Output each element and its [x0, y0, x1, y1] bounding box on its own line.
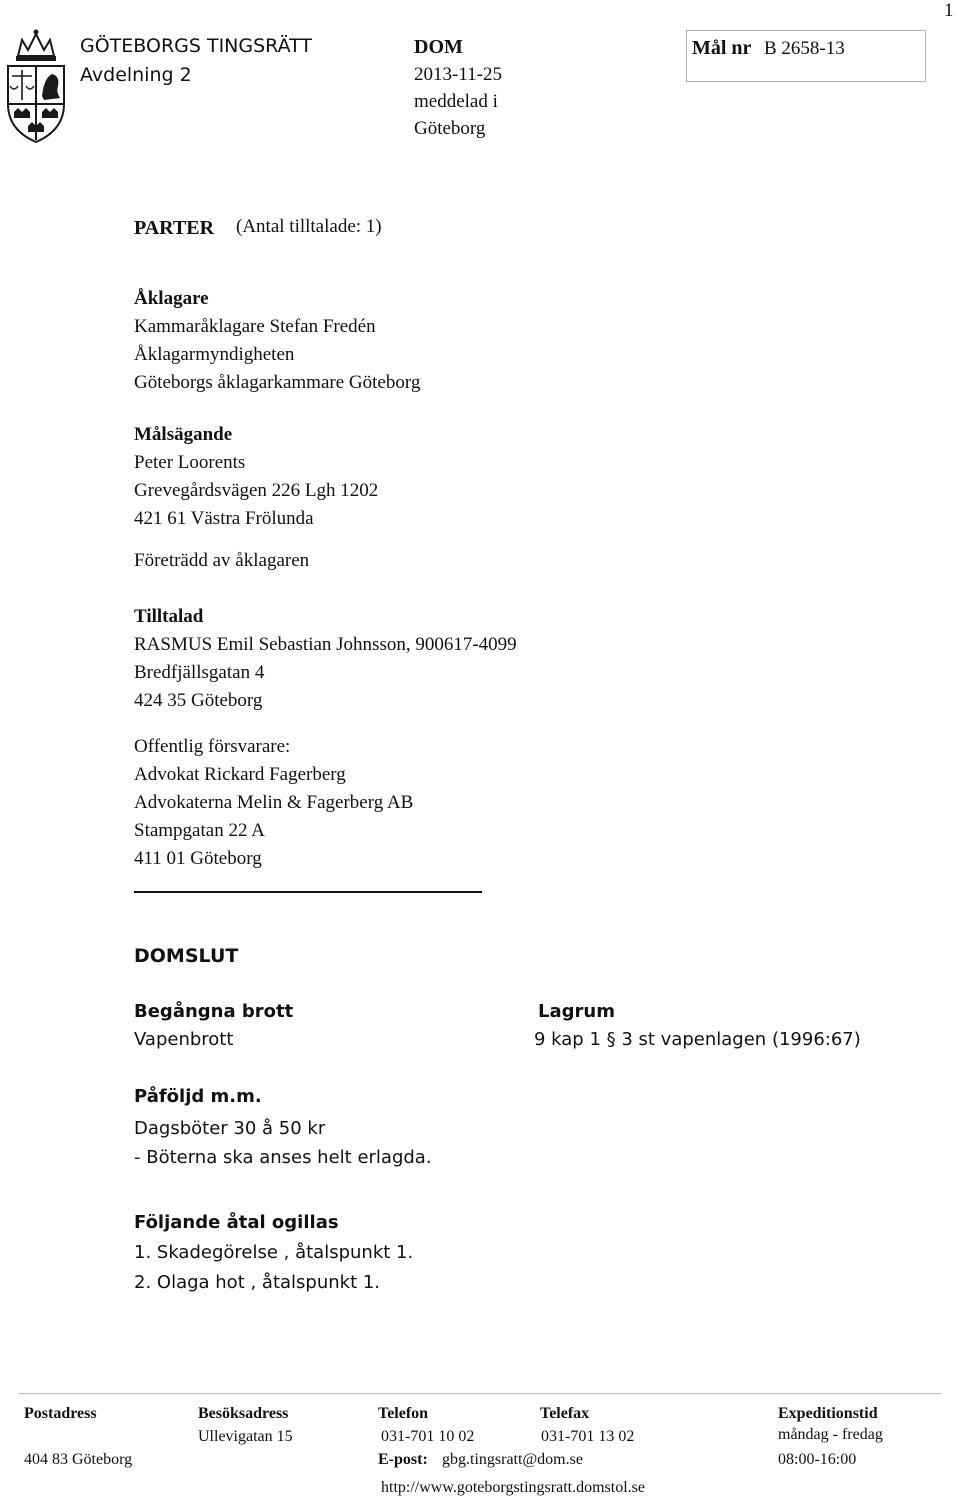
plaintiff-street: Grevegårdsvägen 226 Lgh 1202 — [134, 480, 379, 501]
footer-hours-days: måndag - fredag — [778, 1426, 883, 1443]
section-divider — [134, 891, 482, 893]
footer-postal-value: 404 83 Göteborg — [24, 1451, 133, 1468]
court-emblem-graphic — [0, 26, 72, 146]
court-division: Avdelning 2 — [80, 64, 192, 86]
penalty-heading: Påföljd m.m. — [134, 1086, 262, 1107]
prosecutor-name: Kammaråklagare Stefan Fredén — [134, 316, 376, 337]
footer-phone-label: Telefon — [378, 1405, 429, 1422]
prosecutor-office: Göteborgs åklagarkammare Göteborg — [134, 372, 421, 393]
defendant-section — [134, 603, 517, 715]
document-type: DOM — [414, 36, 463, 58]
parties-heading: PARTER — [134, 217, 215, 239]
judgment-date: 2013-11-25 — [414, 64, 502, 85]
verdict-heading: DOMSLUT — [134, 945, 239, 967]
defendant-street: Bredfjällsgatan 4 — [134, 662, 265, 683]
footer-website-link[interactable]: http://www.goteborgstingsratt.domstol.se — [381, 1479, 645, 1496]
footer-divider — [18, 1393, 942, 1394]
dismissed-item: 2. Olaga hot , åtalspunkt 1. — [134, 1272, 381, 1293]
announced-label: meddelad i — [414, 91, 498, 112]
defendant-heading: Tilltalad — [134, 606, 204, 627]
court-emblem-icon — [0, 26, 72, 146]
counsel-label: Offentlig försvarare: — [134, 736, 291, 757]
footer-postal-label: Postadress — [24, 1405, 97, 1422]
footer-hours-time: 08:00-16:00 — [778, 1451, 857, 1468]
case-number-label: Mål nr — [692, 37, 752, 59]
footer-email-label: E-post: — [378, 1451, 428, 1468]
page-number: 1 — [944, 0, 954, 21]
dismissed-item: 1. Skadegörelse , åtalspunkt 1. — [134, 1242, 414, 1263]
counsel-firm: Advokaterna Melin & Fagerberg AB — [134, 792, 414, 813]
plaintiff-heading: Målsägande — [134, 424, 233, 445]
footer-hours-label: Expeditionstid — [778, 1405, 878, 1422]
defendant-postcode: 424 35 Göteborg — [134, 690, 263, 711]
counsel-street: Stampgatan 22 A — [134, 820, 265, 841]
case-number: B 2658-13 — [764, 38, 845, 59]
footer-phone-value: 031-701 10 02 — [381, 1428, 475, 1445]
defence-counsel-section — [134, 733, 413, 873]
plaintiff-section — [134, 421, 378, 533]
law-heading: Lagrum — [538, 1001, 615, 1022]
crimes-heading: Begångna brott — [134, 1001, 294, 1022]
footer-fax-label: Telefax — [540, 1405, 590, 1422]
prosecutor-heading: Åklagare — [134, 288, 209, 309]
law-reference: 9 kap 1 § 3 st vapenlagen (1996:67) — [534, 1029, 861, 1050]
counsel-postcode: 411 01 Göteborg — [134, 848, 262, 869]
penalty-note: - Böterna ska anses helt erlagda. — [134, 1147, 432, 1168]
defendant-count: (Antal tilltalade: 1) — [236, 216, 382, 237]
footer-visit-label: Besöksadress — [198, 1405, 289, 1422]
footer-email-link[interactable]: gbg.tingsratt@dom.se — [442, 1451, 583, 1468]
dismissed-heading: Följande åtal ogillas — [134, 1212, 339, 1233]
court-name: GÖTEBORGS TINGSRÄTT — [80, 35, 313, 57]
footer-visit-value: Ullevigatan 15 — [198, 1428, 293, 1445]
plaintiff-representation: Företrädd av åklagaren — [134, 550, 310, 571]
prosecutor-section — [134, 285, 420, 397]
penalty-fine: Dagsböter 30 å 50 kr — [134, 1118, 326, 1139]
footer-fax-value: 031-701 13 02 — [541, 1428, 635, 1445]
counsel-name: Advokat Rickard Fagerberg — [134, 764, 346, 785]
plaintiff-postcode: 421 61 Västra Frölunda — [134, 508, 314, 529]
plaintiff-name: Peter Loorents — [134, 452, 246, 473]
defendant-name: RASMUS Emil Sebastian Johnsson, 900617-4099 — [134, 634, 517, 655]
judgment-city: Göteborg — [414, 118, 486, 139]
crime-name: Vapenbrott — [134, 1029, 234, 1050]
prosecutor-authority: Åklagarmyndigheten — [134, 344, 295, 365]
